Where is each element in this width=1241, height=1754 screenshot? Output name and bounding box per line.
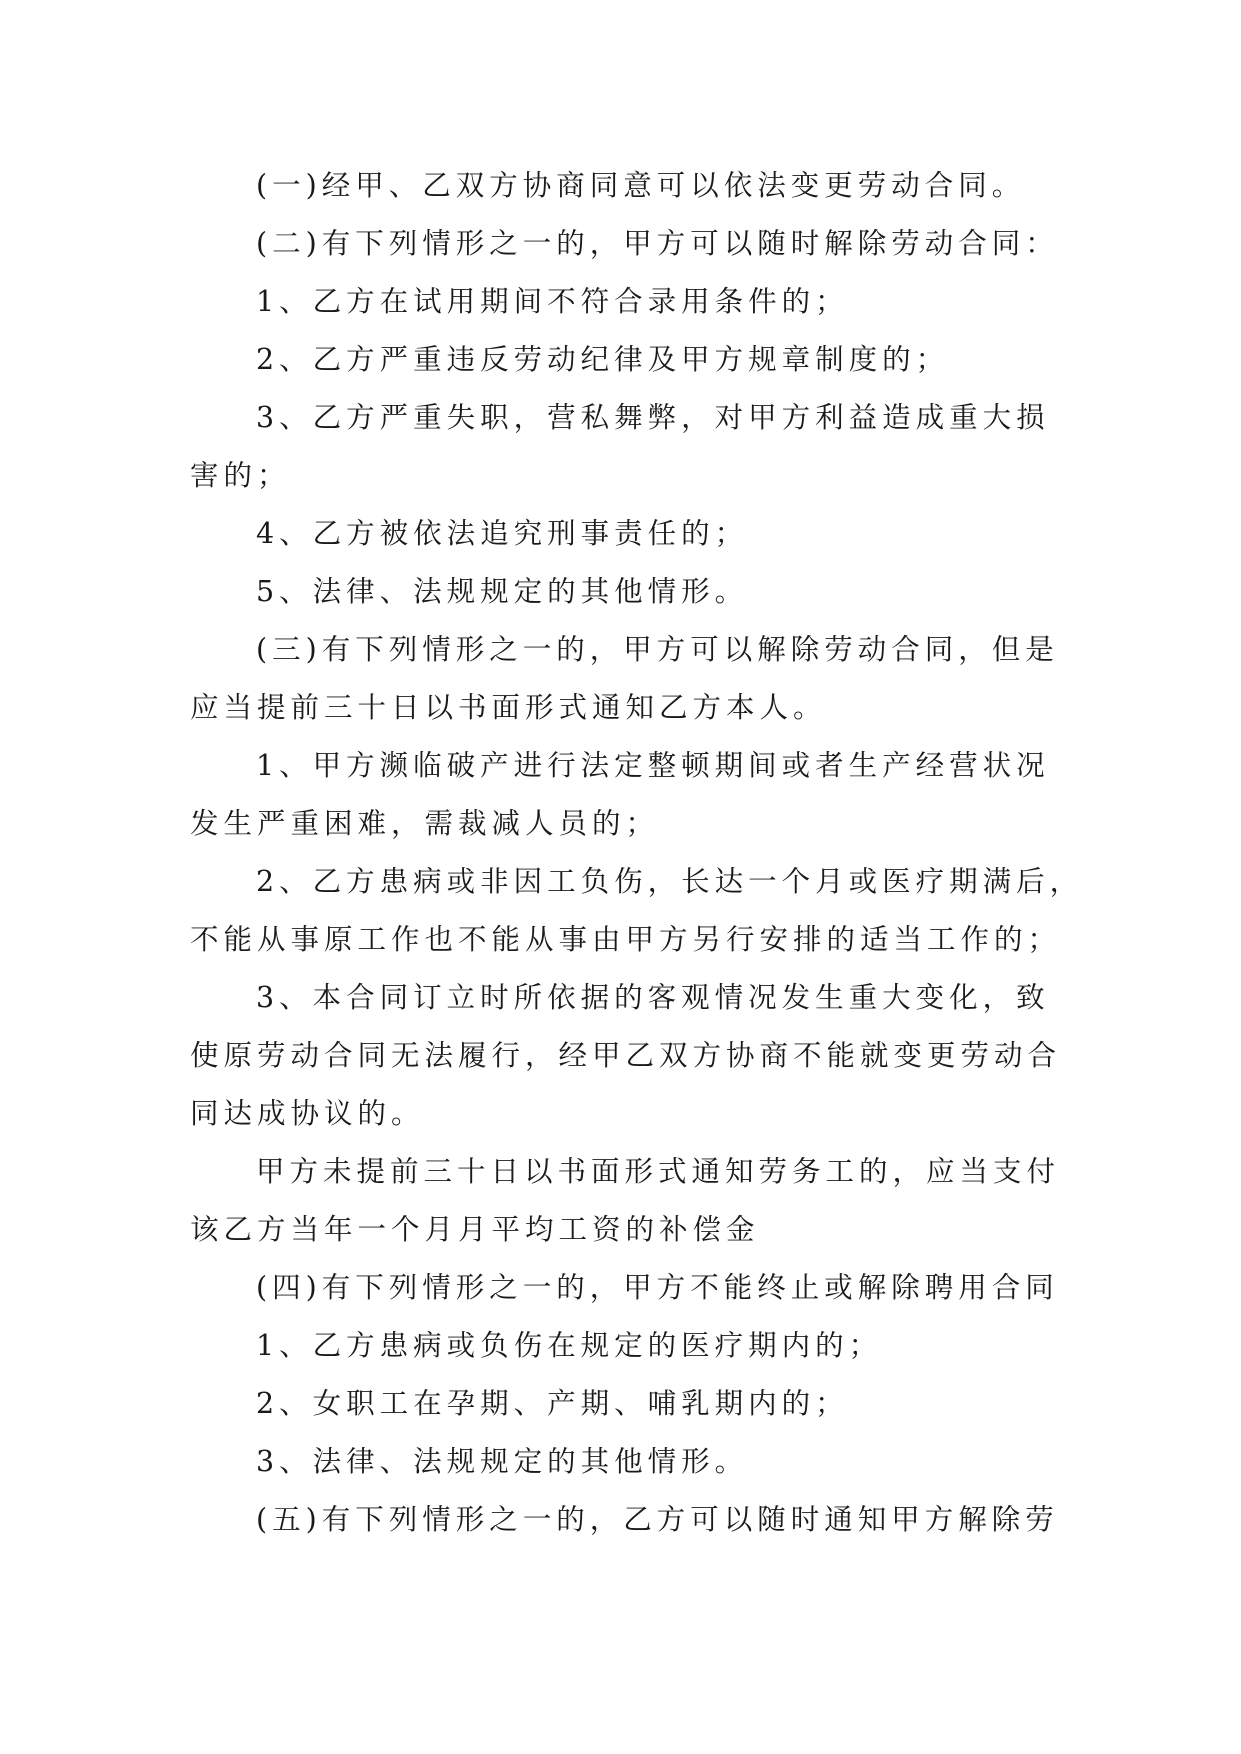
text-line: 3、法律、法规规定的其他情形。 (256, 1445, 749, 1478)
text-line: 1、乙方患病或负伤在规定的医疗期内的； (256, 1329, 883, 1362)
text-line: 甲方未提前三十日以书面形式通知劳务工的，应当支付 (256, 1155, 1061, 1188)
text-line: 该乙方当年一个月月平均工资的补偿金 (190, 1213, 760, 1246)
text-line: 同达成协议的。 (190, 1097, 425, 1130)
text-line: 1、甲方濒临破产进行法定整顿期间或者生产经营状况 (256, 749, 1050, 782)
text-line: 2、乙方患病或非因工负伤，长达一个月或医疗期满后， (256, 865, 1084, 898)
text-line: (五)有下列情形之一的，乙方可以随时通知甲方解除劳 (256, 1503, 1059, 1536)
text-line: (二)有下列情形之一的，甲方可以随时解除劳动合同： (256, 227, 1059, 260)
text-line: 不能从事原工作也不能从事由甲方另行安排的适当工作的； (190, 923, 1062, 956)
text-line: 5、法律、法规规定的其他情形。 (256, 575, 749, 608)
text-line: (四)有下列情形之一的，甲方不能终止或解除聘用合同 (256, 1271, 1059, 1304)
text-line: 使原劳动合同无法履行，经甲乙双方协商不能就变更劳动合 (190, 1039, 1062, 1072)
text-line: (一)经甲、乙双方协商同意可以依法变更劳动合同。 (256, 169, 1026, 202)
text-line: 2、女职工在孕期、产期、哺乳期内的； (256, 1387, 849, 1420)
text-line: 2、乙方严重违反劳动纪律及甲方规章制度的； (256, 343, 950, 376)
text-line: 3、乙方严重失职，营私舞弊，对甲方利益造成重大损 (256, 401, 1050, 434)
text-line: (三)有下列情形之一的，甲方可以解除劳动合同，但是 (256, 633, 1059, 666)
text-line: 3、本合同订立时所依据的客观情况发生重大变化，致 (256, 981, 1050, 1014)
text-line: 4、乙方被依法追究刑事责任的； (256, 517, 749, 550)
text-line: 害的； (190, 459, 291, 492)
text-line: 发生严重困难，需裁减人员的； (190, 807, 660, 840)
text-line: 1、乙方在试用期间不符合录用条件的； (256, 285, 849, 318)
contract-text-body (190, 157, 1084, 1549)
text-line: 应当提前三十日以书面形式通知乙方本人。 (190, 691, 827, 724)
